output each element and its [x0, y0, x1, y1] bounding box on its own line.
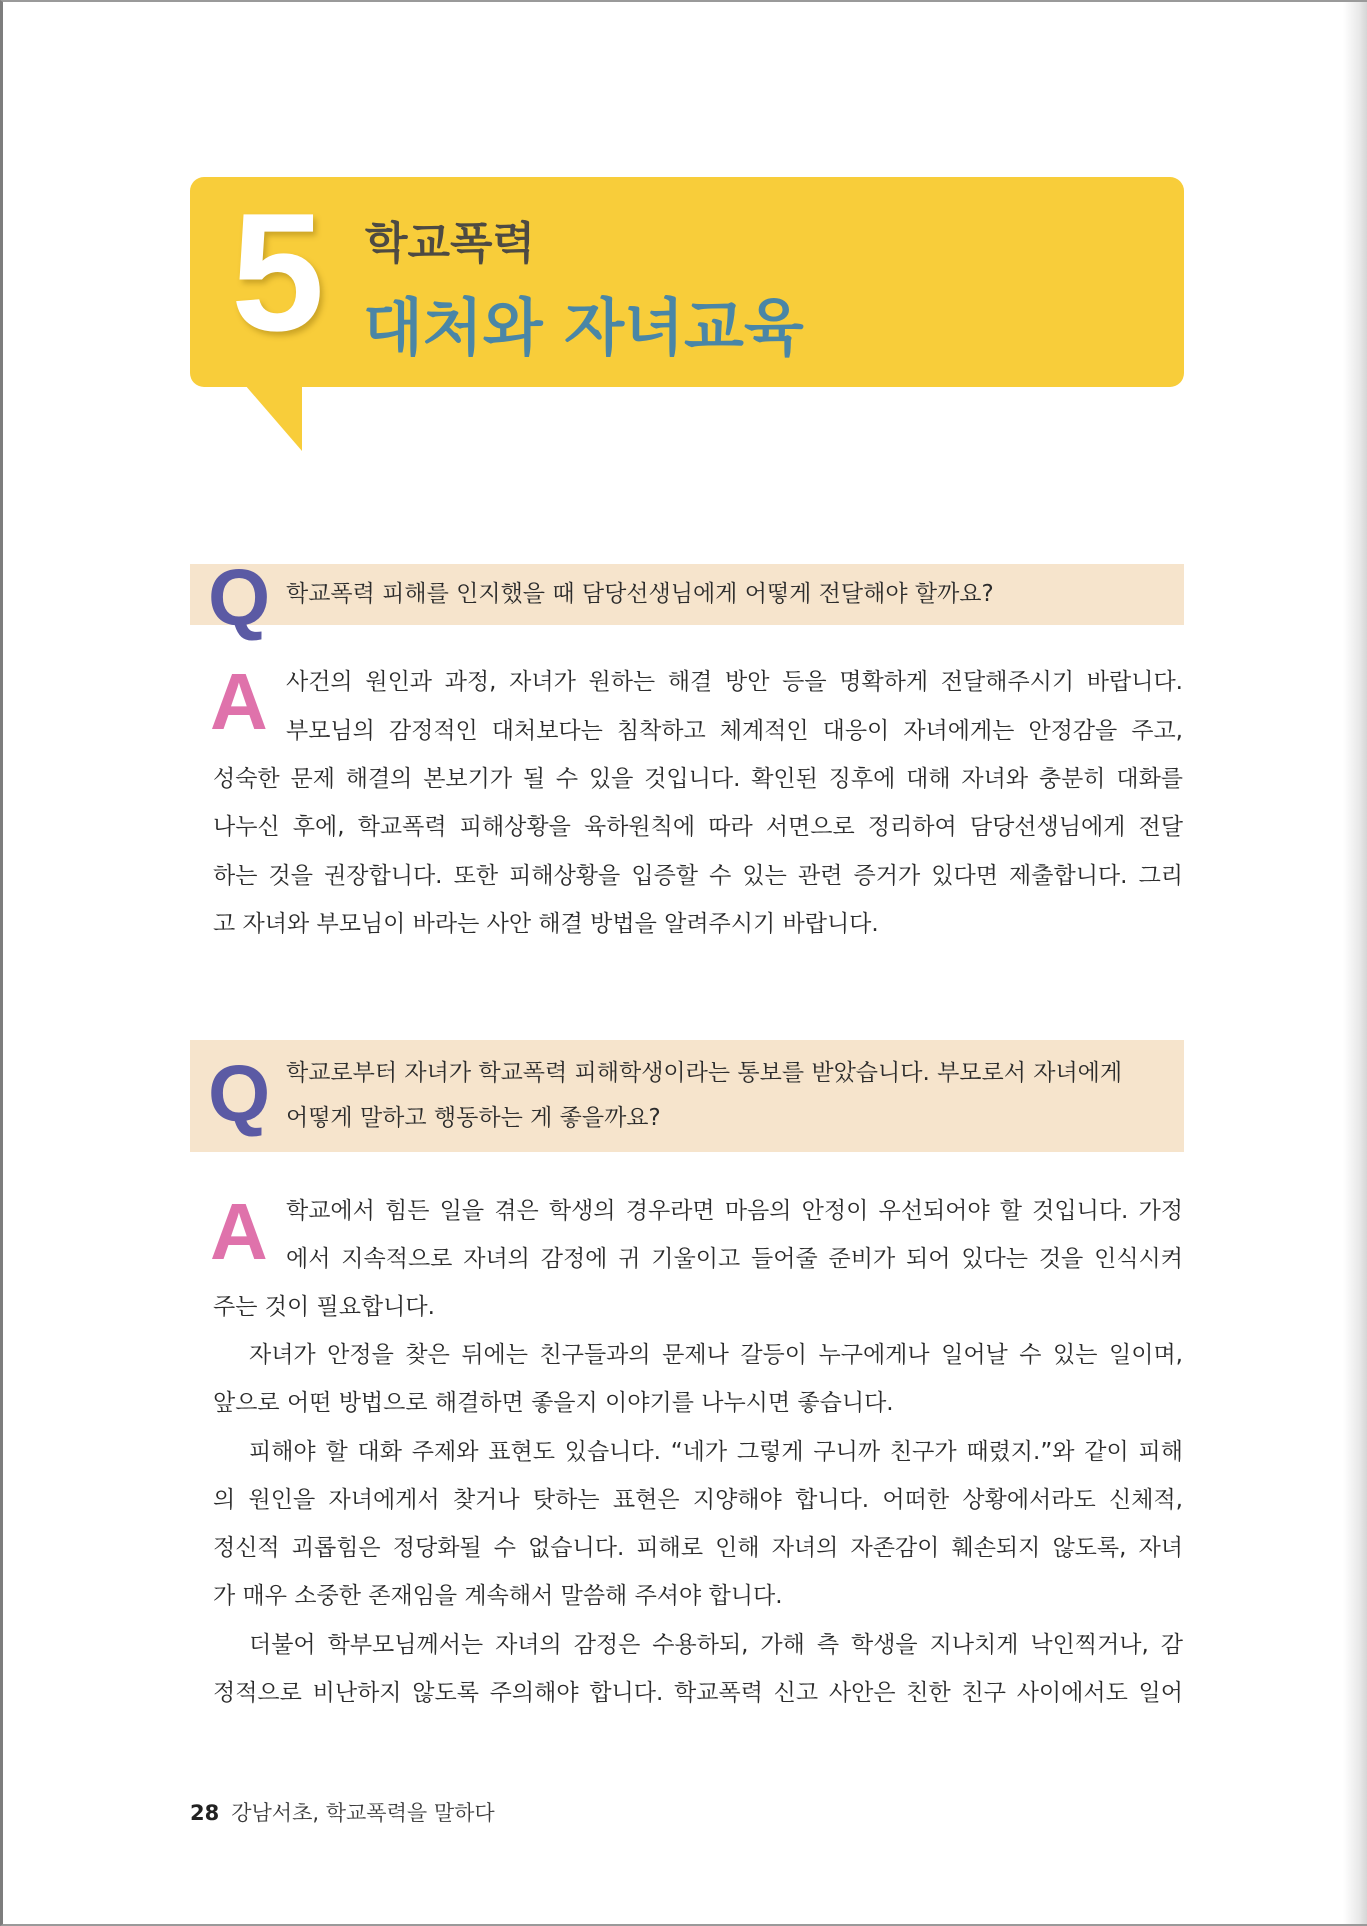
question-text-1: 학교폭력 피해를 인지했을 때 담당선생님에게 어떻게 전달해야 할까요?: [286, 581, 994, 607]
answer-1-line-4: 나누신 후에, 학교폭력 피해상황을 육하원칙에 따라 서면으로 정리하여 담당선생님에게 전달: [213, 814, 1183, 840]
book-title: 강남서초, 학교폭력을 말하다: [231, 1801, 495, 1825]
answer-2-line-7: 의 원인을 자녀에게서 찾거나 탓하는 표현은 지양해야 합니다. 어떠한 상황에서라도 신체적,: [213, 1487, 1183, 1513]
answer-1-line-5: 하는 것을 권장합니다. 또한 피해상황을 입증할 수 있는 관련 증거가 있다면 제출합니다. 그리: [213, 863, 1183, 889]
answer-mark-2: A: [210, 1187, 268, 1276]
chapter-title-big: 대처와 자녀교육: [363, 291, 804, 364]
chapter-title-small: 학교폭력: [365, 218, 536, 269]
answer-2-line-8: 정신적 괴롭힘은 정당화될 수 없습니다. 피해로 인해 자녀의 자존감이 훼손되지 않도록, 자녀: [213, 1535, 1183, 1561]
page-number: 28: [190, 1801, 220, 1825]
question-text-2-line-2: 어떻게 말하고 행동하는 게 좋을까요?: [286, 1105, 661, 1131]
answer-2-line-4: 자녀가 안정을 찾은 뒤에는 친구들과의 문제나 갈등이 누구에게나 일어날 수 있는 일이며,: [249, 1342, 1183, 1368]
answer-1-line-2: 부모님의 감정적인 대처보다는 침착하고 체계적인 대응이 자녀에게는 안정감을 주고,: [286, 718, 1183, 744]
answer-2-line-3: 주는 것이 필요합니다.: [213, 1294, 435, 1320]
banner-speech-tail: [245, 385, 302, 451]
answer-2-line-11: 정적으로 비난하지 않도록 주의해야 합니다. 학교폭력 신고 사안은 친한 친구 사이에서도 일어: [213, 1680, 1183, 1706]
answer-1-line-3: 성숙한 문제 해결의 본보기가 될 수 있을 것입니다. 확인된 징후에 대해 자녀와 충분히 대화를: [213, 766, 1183, 792]
chapter-number: 5: [231, 178, 325, 366]
question-mark-2: Q: [208, 1049, 271, 1138]
answer-2-line-6: 피해야 할 대화 주제와 표현도 있습니다. “네가 그렇게 구니까 친구가 때렸지.”와 같이 피해: [249, 1439, 1183, 1465]
question-mark-1: Q: [208, 553, 271, 642]
answer-2-line-2: 에서 지속적으로 자녀의 감정에 귀 기울이고 들어줄 준비가 되어 있다는 것을 인식시켜: [286, 1246, 1183, 1272]
answer-1-line-6: 고 자녀와 부모님이 바라는 사안 해결 방법을 알려주시기 바랍니다.: [213, 911, 879, 937]
answer-2-line-1: 학교에서 힘든 일을 겪은 학생의 경우라면 마음의 안정이 우선되어야 할 것입니다. 가정: [286, 1198, 1183, 1224]
answer-2-line-5: 앞으로 어떤 방법으로 해결하면 좋을지 이야기를 나누시면 좋습니다.: [213, 1390, 894, 1416]
question-text-2-line-1: 학교로부터 자녀가 학교폭력 피해학생이라는 통보를 받았습니다. 부모로서 자녀에게: [286, 1060, 1123, 1086]
answer-2-line-10: 더불어 학부모님께서는 자녀의 감정은 수용하되, 가해 측 학생을 지나치게 낙인찍거나, 감: [249, 1632, 1183, 1658]
answer-2-line-9: 가 매우 소중한 존재임을 계속해서 말씀해 주셔야 합니다.: [213, 1583, 783, 1609]
page-footer: [190, 1797, 495, 1827]
answer-mark-1: A: [210, 657, 268, 746]
answer-1-line-1: 사건의 원인과 과정, 자녀가 원하는 해결 방안 등을 명확하게 전달해주시기 바랍니다.: [286, 669, 1183, 695]
